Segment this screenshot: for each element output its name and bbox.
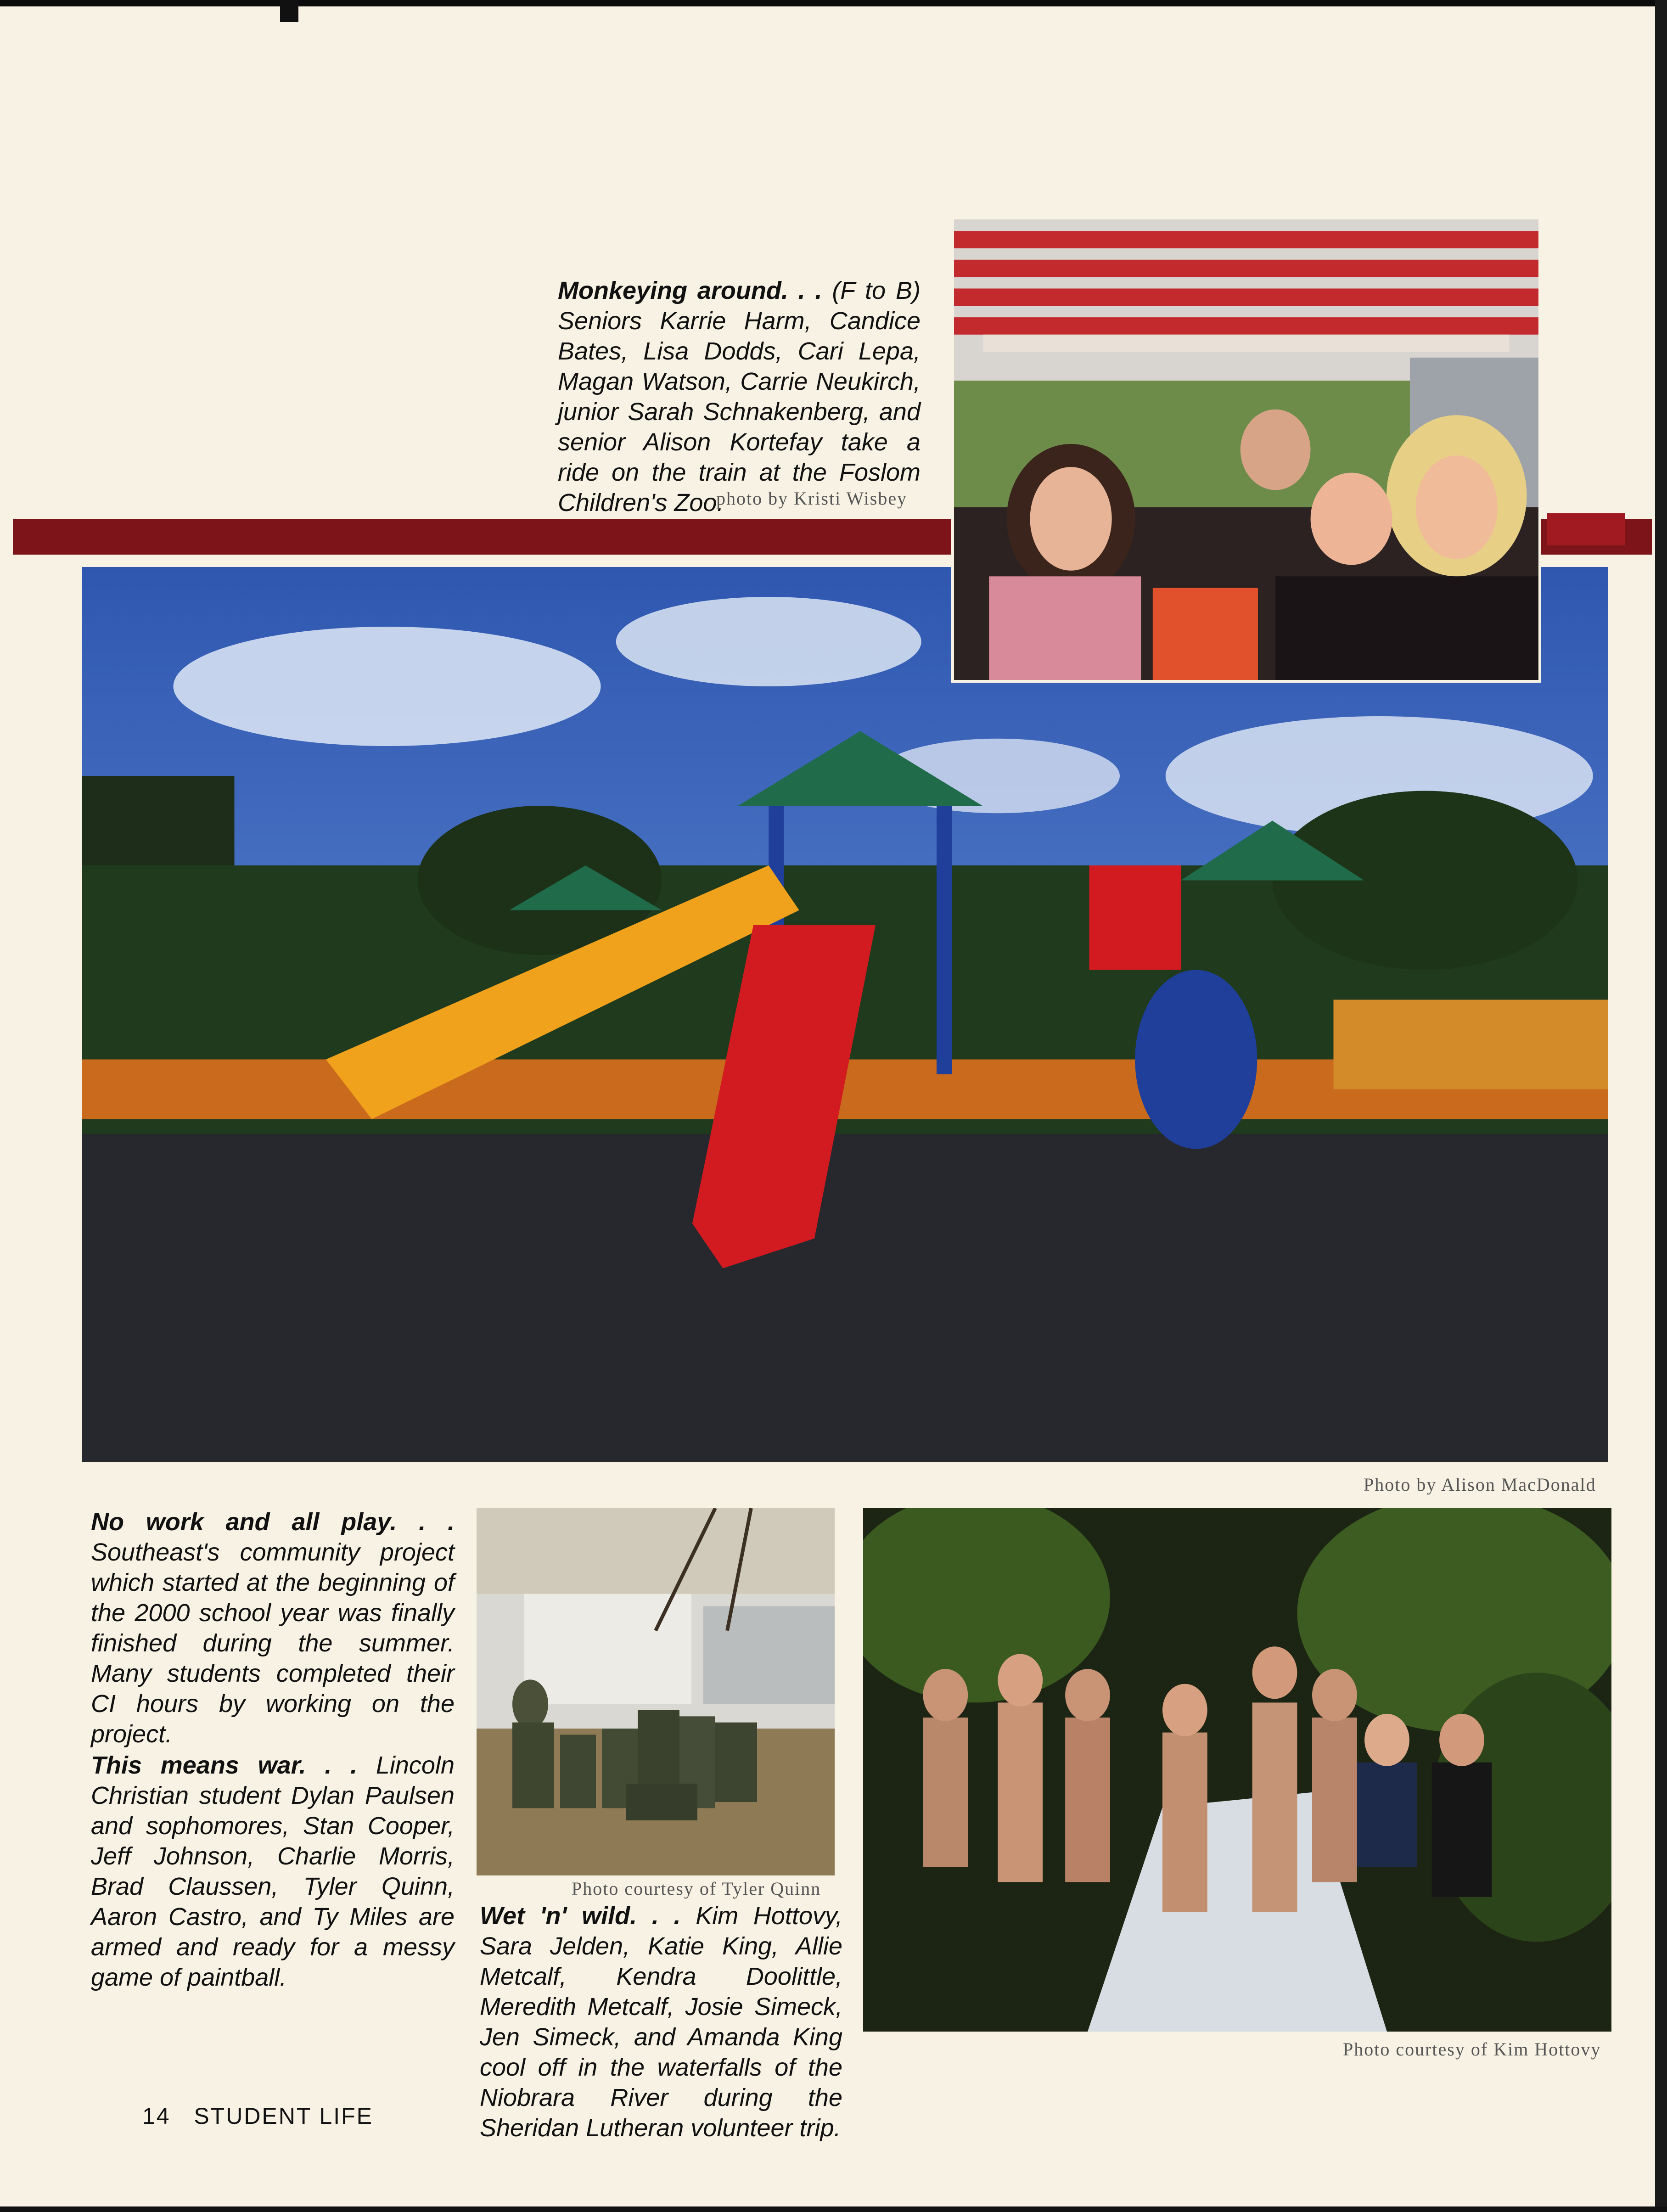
caption-no-work xyxy=(91,1507,455,1749)
credit-waterfall: Photo courtesy of Kim Hottovy xyxy=(1343,2039,1601,2060)
page-edge xyxy=(1655,0,1667,2212)
caption-monkeying xyxy=(558,275,920,518)
playground-photo xyxy=(82,567,1608,1462)
credit-monkeying: photo by Kristi Wisbey xyxy=(716,488,908,509)
caption-wet-body: Kim Hottovy, Sara Jelden, Katie King, Allie Metcalf, Kendra Doolittle, Meredith Metcalf, Josie Simeck, Jen Simeck, and Amanda King cool off in the waterfalls of the Niobrara River during the Sheridan Lutheran volunteer trip. xyxy=(480,1902,842,2142)
top-rule xyxy=(0,0,1667,6)
caption-wet xyxy=(480,1901,842,2143)
zoo-train-photo xyxy=(951,217,1541,683)
credit-playground: Photo by Alison MacDonald xyxy=(1364,1474,1596,1495)
caption-war-lead: This means war. . . xyxy=(91,1752,358,1779)
credit-paintball: Photo courtesy of Tyler Quinn xyxy=(572,1878,821,1899)
bottom-rule xyxy=(0,2206,1667,2212)
accent-bar-right xyxy=(1547,513,1625,545)
paintball-photo xyxy=(477,1508,835,1875)
caption-war xyxy=(91,1750,455,1993)
caption-monkeying-body: (F to B) Seniors Karrie Harm, Candice Bates, Lisa Dodds, Cari Lepa, Magan Watson, Carrie Neukirch, junior Sarah Schnakenberg, and senior Alison Kortefay take a ride on the train at the Foslom Children's Zoo. xyxy=(558,277,920,517)
page-section: STUDENT LIFE xyxy=(194,2103,373,2129)
page-number: 14 xyxy=(142,2103,171,2129)
caption-wet-lead: Wet 'n' wild. . . xyxy=(480,1902,681,1930)
page-folio xyxy=(142,2103,373,2129)
top-tick-mark xyxy=(280,0,298,22)
caption-war-body: Lincoln Christian student Dylan Paulsen and sophomores, Stan Cooper, Jeff Johnson, Charlie Morris, Brad Claussen, Tyler Quinn, Aaron Castro, and Ty Miles are armed and ready for a messy game of paintball. xyxy=(91,1752,455,1991)
caption-monkeying-lead: Monkeying around. . . xyxy=(558,277,822,304)
waterfall-photo xyxy=(863,1508,1611,2032)
caption-no-work-lead: No work and all play. . . xyxy=(91,1508,455,1536)
caption-no-work-body: Southeast's community project which started at the beginning of the 2000 school year was finally finished during the summer. Many students completed their CI hours by working on the project. xyxy=(91,1538,455,1748)
